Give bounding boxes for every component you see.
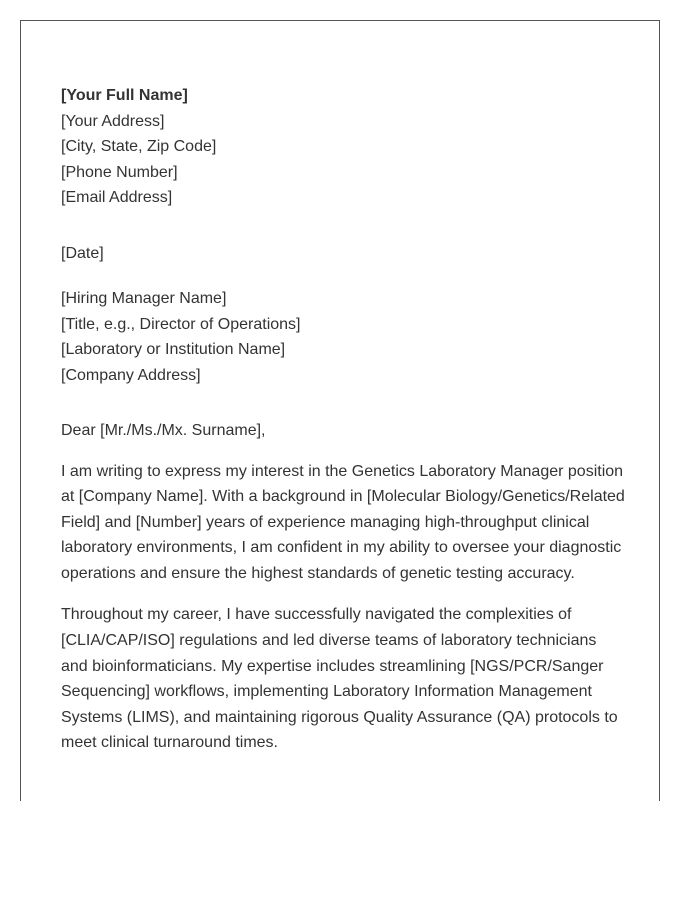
letter-date: [Date]: [61, 244, 104, 262]
recipient-address: [Company Address]: [61, 366, 201, 384]
sender-name: [Your Full Name]: [61, 87, 188, 104]
recipient-institution: [Laboratory or Institution Name]: [61, 341, 286, 358]
sender-block: [61, 83, 626, 211]
letter-page: [20, 20, 660, 801]
sender-city-state-zip: [City, State, Zip Code]: [61, 138, 217, 155]
sender-address: [Your Address]: [61, 112, 165, 130]
date-block: [61, 241, 626, 267]
sender-email: [Email Address]: [61, 189, 173, 206]
salutation: Dear [Mr./Ms./Mx. Surname],: [61, 422, 266, 439]
letter-content: [61, 83, 626, 772]
body-paragraph-2: Throughout my career, I have successfully navigated the complexities of [CLIA/CAP/ISO] regulations and led diverse teams of laboratory technicians and bioinformaticians. My expertise includes streamlining [NGS/PCR/Sanger Sequencing] workflows, implementing Laboratory Information Management Systems (LIMS), and maintaining rigorous Quality Assurance (QA) protocols to meet clinical turnaround times.: [61, 606, 618, 752]
recipient-block: [61, 286, 626, 388]
recipient-name: [Hiring Manager Name]: [61, 290, 227, 307]
recipient-title: [Title, e.g., Director of Operations]: [61, 315, 301, 333]
sender-phone: [Phone Number]: [61, 163, 178, 181]
body-paragraph-1: I am writing to express my interest in the Genetics Laboratory Manager position at [Company Name]. With a background in [Molecular Biology/Genetics/Related Field] and [Number] years of experience managing high-throughput clinical laboratory environments, I am confident in my ability to oversee your diagnostic operations and ensure the highest standards of genetic testing accuracy.: [61, 462, 625, 582]
